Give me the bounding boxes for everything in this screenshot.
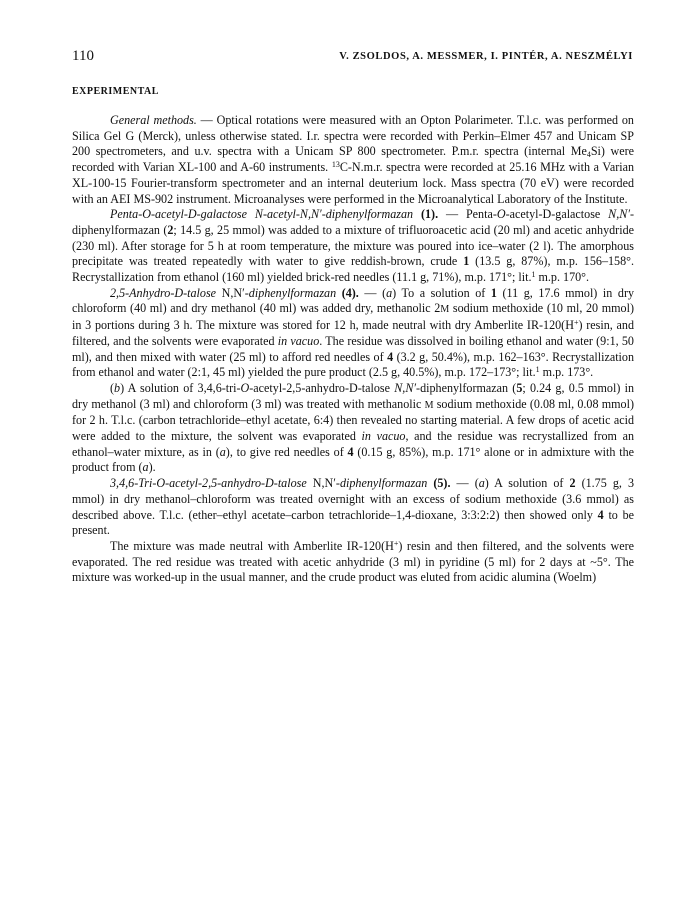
page-number: 110 [72,48,94,64]
paragraph-title: 2,5-Anhydro-D-talose [110,285,217,300]
page-header [72,48,633,70]
paragraph-title: General methods. [110,113,197,127]
article-body [72,113,634,586]
paragraph-compound-4: 2,5-Anhydro-D-talose N,N′-diphenylformazan (4). — (a) To a solution of 1 (11 g, 17.6 mmol) in dry chloroform (40 ml) and dry methanol (40 ml) was added dry, methanolic 2M sodium methoxide (10 ml, 20 mmol) in 3 portions during 3 h. The mixture was stored for 12 h, made neutral with dry Amberlite IR-120(H+) resin, and filtered, and the solvents were evaporated in vacuo. The residue was dissolved in boiling ethanol and water (9:1, 50 ml), and then mixed with water (25 ml) to afford red needles of 4 (3.2 g, 50.4%), m.p. 162–163°. Recrystallization from ethanol and water (2:1, 45 ml) yielded the pure product (2.5 g, 40.5%), m.p. 172–173°; lit.$^1$ m.p. 173°. [72,285,635,380]
paragraph-method-b: (b) A solution of 3,4,6-tri-O-acetyl-2,5-anhydro-D-talose N,N′-diphenylformazan (5; 0.24 g, 0.5 mmol) in dry methanol (3 ml) and chloroform (3 ml) was treated with methanolic M sodium methoxide (0.08 ml, 0.08 mmol) for 2 h. T.l.c. (carbon tetrachloride–ethyl acetate, 6:4) then revealed no starting material. A few drops of acetic acid were added to the mixture, the solvent was evaporated in vacuo, and the residue was recrystallized from an ethanol–water mixture, as in (a), to give red needles of 4 (0.15 g, 85%), m.p. 171° alone or in admixture with the product from (a). [72,380,635,475]
section-heading: EXPERIMENTAL [72,86,159,97]
paragraph-workup: The mixture was made neutral with Amberlite IR-120(H+) resin and then filtered, and the solvents were evaporated. The red residue was treated with acetic anhydride (3 ml) in pyridine (5 ml) for 2 days at ~5°. The mixture was worked-up in the usual manner, and the crude product was eluted from acidic alumina (Woelm) [72,538,634,585]
paragraph-title: Penta-O-acetyl-D-galactose [110,207,255,222]
paragraph-general-methods: General methods. — Optical rotations were measured with an Opton Polarimeter. T.l.c. was performed on Silica Gel G (Merck), unless otherwise stated. I.r. spectra were recorded with Perkin–Elmer 457 and Unicam SP 200 spectrometers, and u.v. spectra with a Unicam SP 800 spectrometer. P.m.r. spectra (internal $Me_4Si$) were recorded with Varian XL-100 and A-60 instruments. $^{13}$C-N.m.r. spectra were recorded at 25.16 MHz with a Varian XL-100-15 Fourier-transform spectrometer and an internal deuterium lock. Mass spectra (70 eV) were recorded with an AEI MS-902 instrument. Microanalyses were performed in the Microanalytical Laboratory of the Institute. [72,113,634,206]
paragraph-compound-5: 3,4,6-Tri-O-acetyl-2,5-anhydro-D-talose N,N′-diphenylformazan (5). — (a) A solution of 2 (1.75 g, 3 mmol) in dry methanol–chloroform was treated overnight with an excess of sodium methoxide (3.6 mmol) as described above. T.l.c. (ether–ethyl acetate–carbon tetrachloride–1,4-dioxane, 3:3:2:2) then showed only 4 to be present. [72,476,634,538]
running-head: V. ZSOLDOS, A. MESSMER, I. PINTÉR, A. NESZMÉLYI [339,51,633,62]
paragraph-compound-1: Penta-O-acetyl-D-galactose N-acetyl-N,N′-diphenylformazan (1). — Penta-O-acetyl-D-galactose N,N′-diphenylformazan (2; 14.5 g, 25 mmol) was added to a mixture of trifluoroacetic acid (20 ml) and acetic anhydride (230 ml). After storage for 5 h at room temperature, the mixture was poured into ice–water (2 l). The amorphous precipitate was treated repeatedly with water to give reddish-brown, crude 1 (13.5 g, 87%), m.p. 156–158°. Recrystallization from ethanol (160 ml) yielded brick-red needles (11.1 g, 71%), m.p. 171°; lit.$^1$ m.p. 170°. [72,207,635,285]
paragraph-title: 3,4,6-Tri-O-acetyl-2,5-anhydro-D-talose [110,476,307,491]
